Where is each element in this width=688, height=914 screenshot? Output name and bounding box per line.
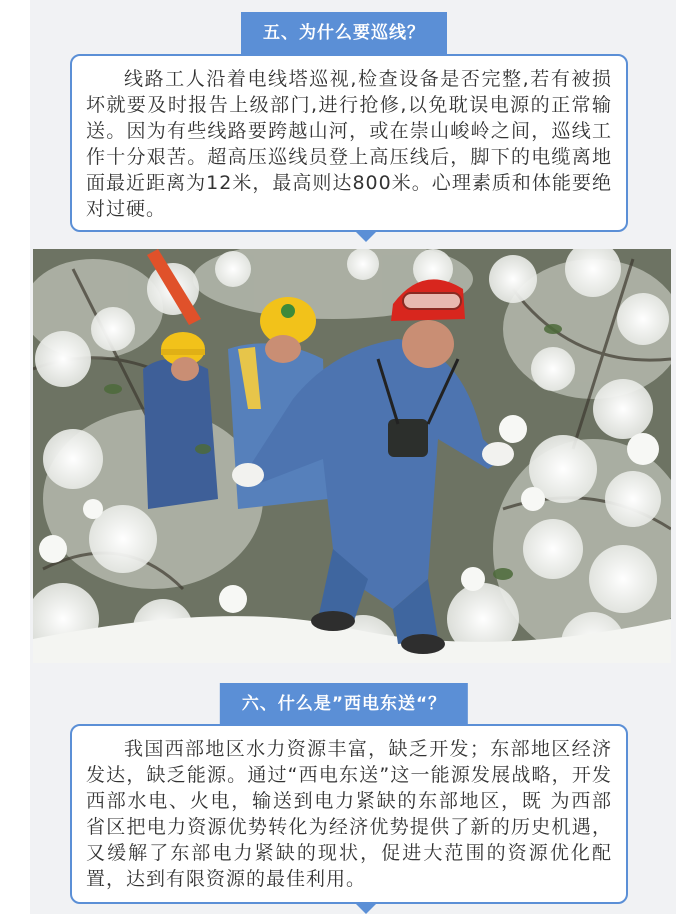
section6-text-box: [70, 724, 628, 904]
line-workers-photo: [33, 249, 671, 663]
section6-pointer-icon: [356, 904, 376, 914]
section6-title: 六、什么是”西电东送“？: [241, 694, 447, 714]
section5-title: 五、为什么要巡线？: [263, 23, 425, 43]
section5-title-tab: [241, 12, 447, 54]
section5-pointer-icon: [356, 232, 376, 242]
section5-body: 线路工人沿着电线塔巡视,检查设备是否完整,若有被损坏就要及时报告上级部门,进行抢修,以免耽误电源的正常输送。因为有些线路要跨越山河，或在崇山峻岭之间，巡线工作十分艰苦。超高压巡线员登上高压线后，脚下的电缆离地面最近距离为12米，最高则达800米。心理素质和体能要绝对过硬。: [86, 68, 612, 220]
section6-body: 我国西部地区水力资源丰富，缺乏开发；东部地区经济发达，缺乏能源。通过“西电东送”这一能源发展战略，开发西部水电、火电，输送到电力紧缺的东部地区，既 为西部省区把电力资源优势转化为经济优势提供了新的历史机遇，又缓解了东部电力紧缺的现状，促进大范围的资源优化配置，达到有限资源的最佳利用。: [86, 738, 612, 890]
snow-forest-illustration: [33, 249, 671, 663]
section6-title-tab: [220, 683, 468, 725]
section5-text-box: [70, 54, 628, 232]
